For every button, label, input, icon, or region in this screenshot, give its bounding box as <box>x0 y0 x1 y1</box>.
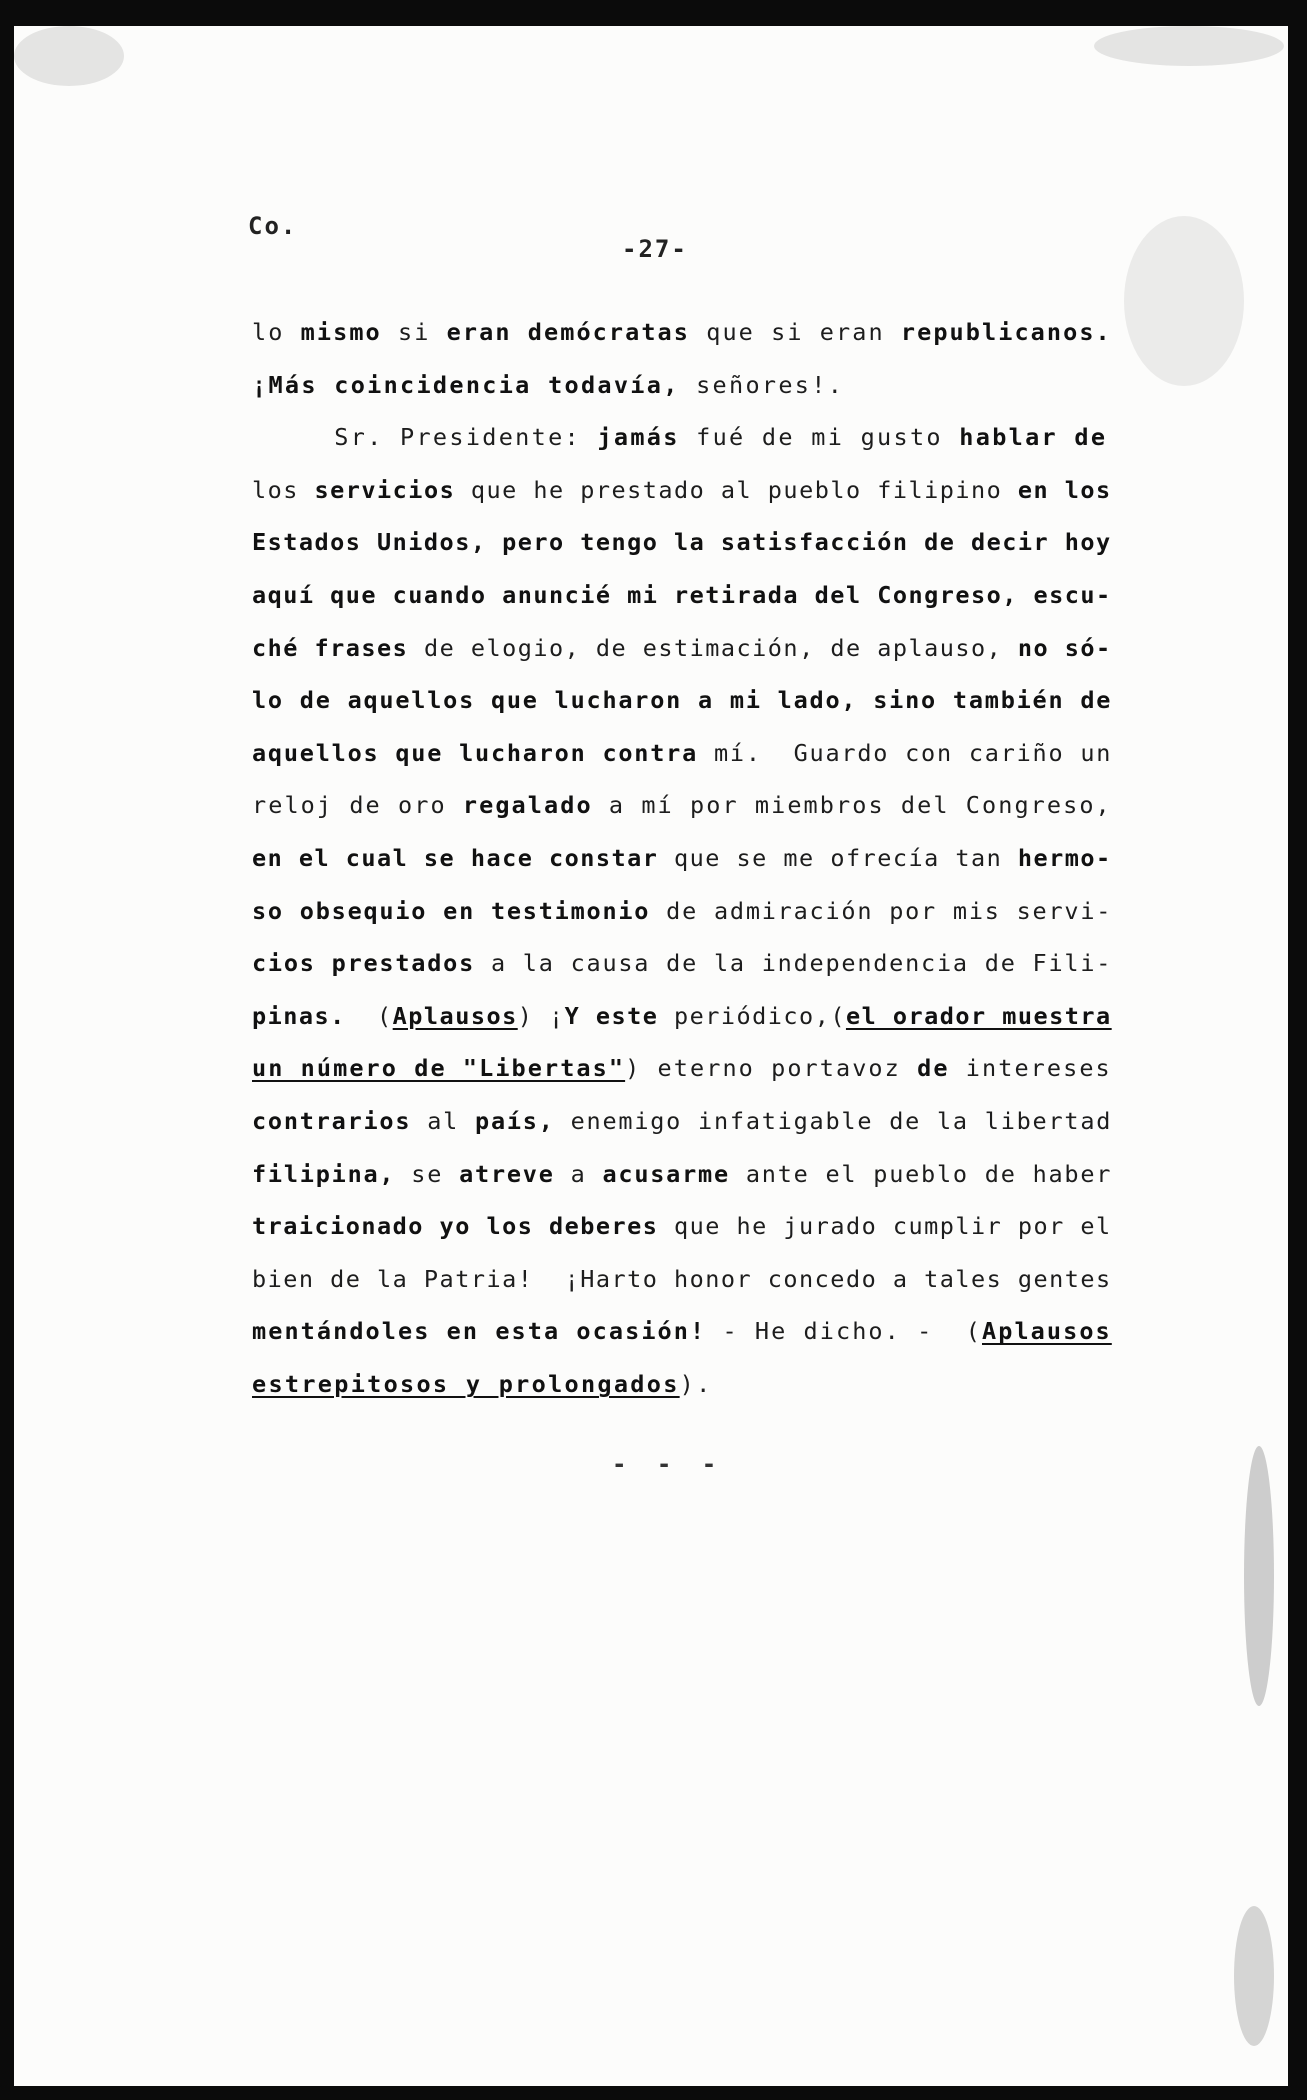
text-segment: lo <box>252 318 301 346</box>
bold-text: no só- <box>1017 633 1112 662</box>
text-segment: que he jurado cumplir por el <box>658 1212 1112 1241</box>
smudge-mark <box>1124 216 1244 386</box>
text-segment: Sr. Presidente: <box>252 423 598 452</box>
text-segment: ( <box>345 1001 393 1030</box>
text-segment: mí. Guardo con cariño un <box>698 738 1113 767</box>
text-line <box>252 1265 1112 1293</box>
text-segment: a la causa de la independencia de Fili- <box>475 949 1113 978</box>
text-line <box>252 791 1112 819</box>
page-number: -27- <box>622 235 688 263</box>
text-segment: si <box>381 318 447 346</box>
text-segment: los <box>252 475 315 504</box>
document-header-code: Co. <box>248 212 298 240</box>
bold-text: hermo- <box>1017 844 1112 872</box>
bold-text: Y este <box>564 1001 659 1030</box>
closing-mark: - - - <box>612 1450 725 1478</box>
text-line <box>252 949 1112 977</box>
bold-text: cios prestados <box>252 949 476 978</box>
text-line <box>252 1160 1112 1188</box>
bold-text: servicios <box>314 475 456 504</box>
bold-text: republicanos. <box>900 318 1112 346</box>
bold-text: mismo <box>300 318 382 346</box>
bold-text: mentándoles en esta ocasión! <box>252 1317 707 1346</box>
text-segment: ante el pueblo de haber <box>729 1159 1113 1188</box>
scan-border-top <box>0 0 1307 26</box>
text-segment: ) eterno portavoz <box>625 1054 918 1083</box>
text-segment: bien de la Patria! ¡Harto honor concedo a tales gentes <box>252 1264 1112 1293</box>
text-line <box>252 371 844 399</box>
text-line <box>252 1370 713 1398</box>
bold-text: traicionado yo los deberes <box>252 1212 659 1241</box>
bold-text: hablar de <box>959 423 1108 452</box>
underlined-text: estrepitosos y prolongados <box>252 1370 680 1398</box>
text-line <box>252 528 1112 556</box>
text-segment: de elogio, de estimación, de aplauso, <box>408 633 1018 662</box>
text-segment: - He dicho. - ( <box>706 1317 982 1346</box>
bold-text: en el cual se hace constar <box>252 844 659 872</box>
text-line <box>252 897 1112 925</box>
bold-text: ché frases <box>252 633 409 662</box>
scan-border-left <box>0 0 14 2100</box>
bold-text: pinas. <box>252 1001 346 1030</box>
text-line <box>252 318 1112 346</box>
text-segment: ). <box>679 1370 713 1398</box>
text-segment: fué de mi gusto <box>679 423 960 452</box>
underlined-text: el orador muestra <box>845 1001 1112 1030</box>
text-line <box>252 423 1107 451</box>
text-segment: a mí por miembros del Congreso, <box>592 791 1112 820</box>
text-segment: que he prestado al pueblo filipino <box>455 475 1018 504</box>
text-segment: señores!. <box>679 370 845 399</box>
text-segment: enemigo infatigable de la libertad <box>554 1107 1113 1135</box>
text-segment: que si eran <box>690 318 901 346</box>
bold-text: filipina, <box>252 1159 396 1188</box>
text-line <box>252 581 1112 609</box>
bold-text: Estados Unidos, pero tengo la satisfacción de decir hoy <box>252 528 1112 557</box>
text-line <box>252 476 1112 504</box>
bold-text: eran demócratas <box>446 318 690 346</box>
text-line <box>252 686 1112 714</box>
text-line <box>252 1107 1112 1135</box>
bold-text: contrarios <box>252 1107 412 1135</box>
bold-text: en los <box>1017 475 1112 504</box>
scan-border-right <box>1288 0 1307 2100</box>
text-segment: intereses <box>949 1054 1112 1083</box>
text-line <box>252 1002 1112 1030</box>
bold-text: so obsequio en testimonio <box>252 896 651 925</box>
bold-text: aquí que cuando anuncié mi retirada del Congreso, escu- <box>252 581 1112 609</box>
bold-text: ¡Más coincidencia todavía, <box>252 370 680 399</box>
text-line <box>252 1317 1112 1345</box>
text-line <box>252 1212 1112 1240</box>
text-segment: a <box>554 1159 603 1188</box>
text-segment: que se me ofrecía tan <box>658 844 1018 872</box>
bold-text: regalado <box>462 791 593 820</box>
smudge-mark <box>1094 26 1284 66</box>
text-segment: al <box>411 1107 476 1135</box>
underlined-text: Aplausos <box>392 1001 518 1030</box>
bold-text: país, <box>475 1107 555 1135</box>
bold-text: acusarme <box>602 1159 730 1188</box>
bold-text: jamás <box>597 423 680 452</box>
scan-border-bottom <box>0 2086 1307 2100</box>
bold-text: atreve <box>459 1159 555 1188</box>
text-line <box>252 634 1112 662</box>
bold-text: de <box>917 1054 950 1083</box>
smudge-mark <box>1234 1906 1274 2046</box>
underlined-text: Aplausos <box>982 1317 1112 1346</box>
bold-text: aquellos que lucharon contra <box>252 738 699 767</box>
text-line <box>252 844 1112 872</box>
text-segment: periódico,( <box>658 1001 846 1030</box>
underlined-text: un número de "Libertas" <box>252 1054 626 1083</box>
text-line <box>252 1054 1112 1082</box>
text-segment: de admiración por mis servi- <box>650 896 1113 925</box>
smudge-mark <box>14 26 124 86</box>
text-segment: se <box>395 1159 460 1188</box>
bold-text: lo de aquellos que lucharon a mi lado, sino también de <box>252 686 1113 715</box>
text-segment: reloj de oro <box>252 791 463 820</box>
text-segment: ) ¡ <box>517 1001 565 1030</box>
text-line <box>252 739 1112 767</box>
smudge-mark <box>1244 1446 1274 1706</box>
